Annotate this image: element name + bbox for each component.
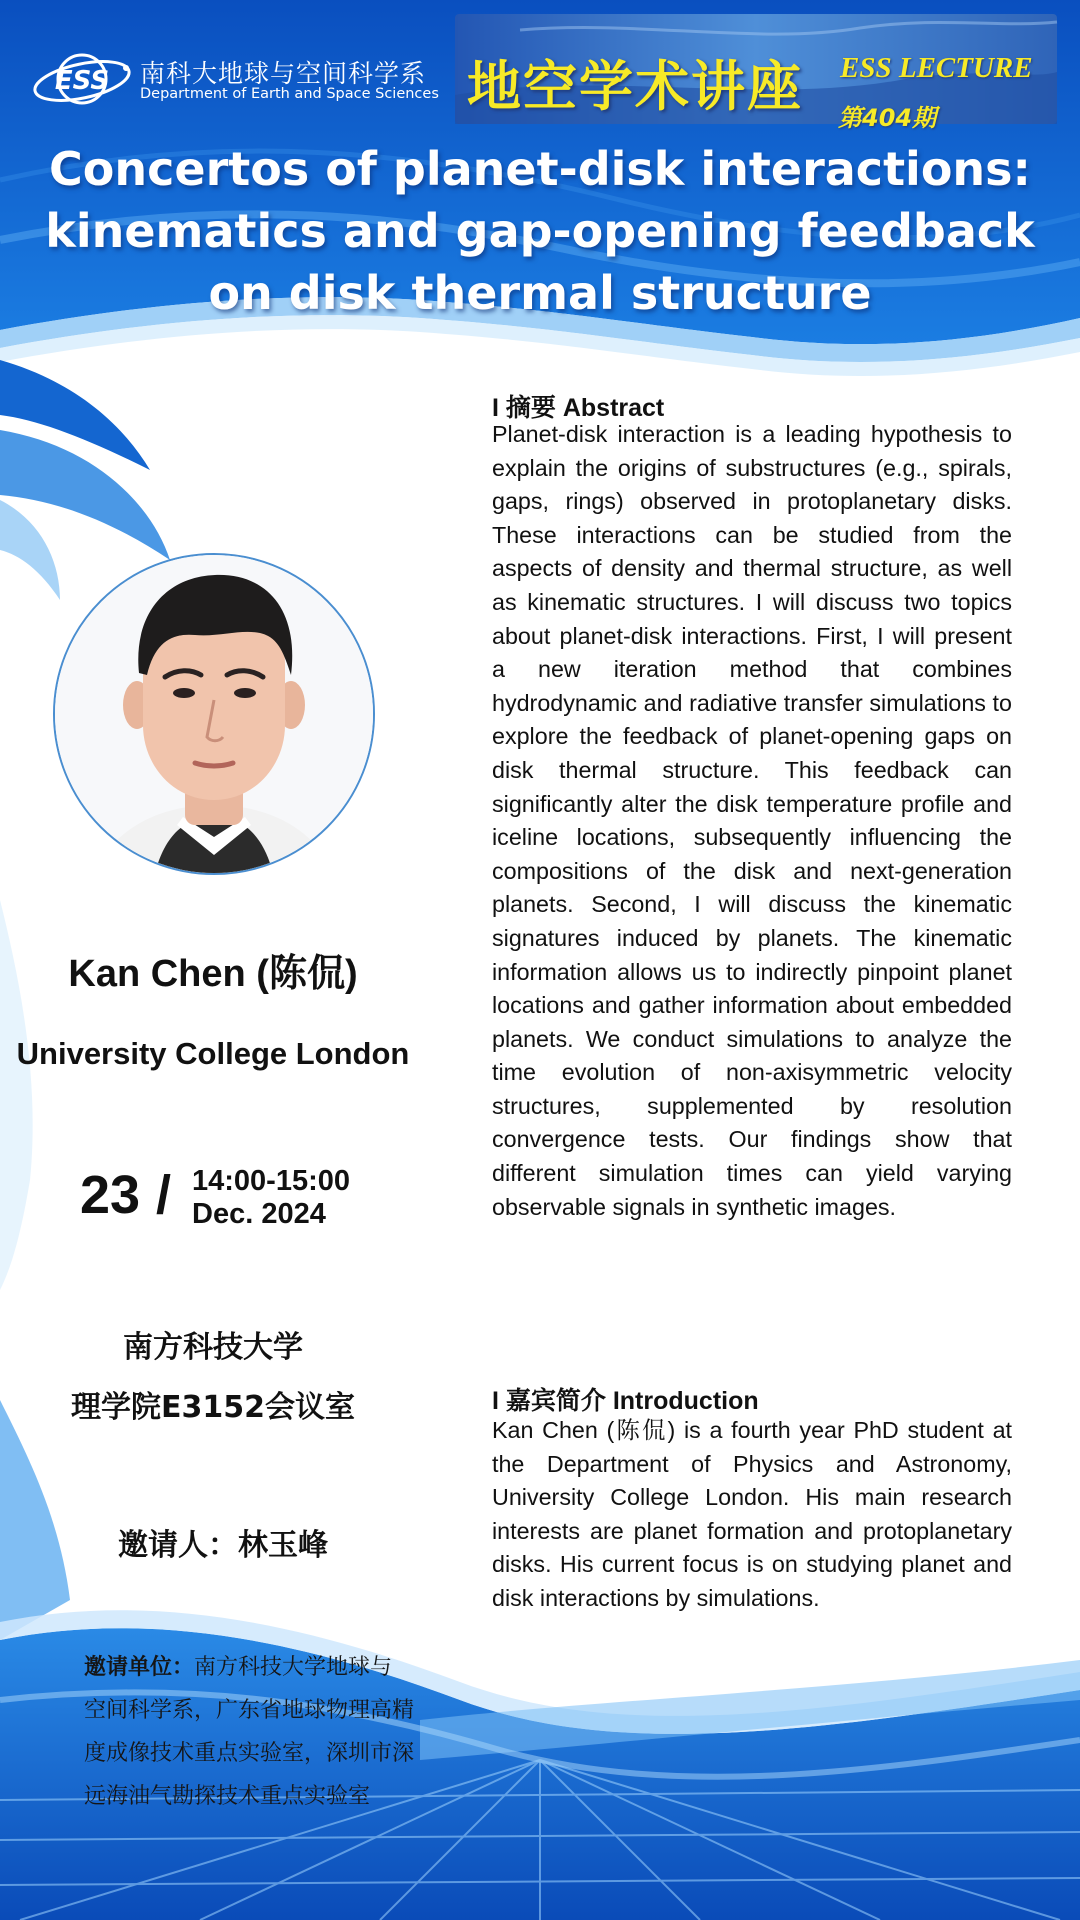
introduction-body: Kan Chen (陈侃) is a fourth year PhD student at the Department of Physics and Astronomy, University College London. His main research interests are planet formation and protoplanetary disks. His current focus is on studying planet and disk interactions by simulations. bbox=[492, 1417, 1012, 1611]
abstract-body: Planet-disk interaction is a leading hypothesis to explain the origins of substructures (e.g., spirals, gaps, rings) observed in protoplanetary disks. These interactions can be studied from the aspects of density and thermal structure, as well as kinematic structures. I will discuss two topics about planet-disk interactions. First, I will present a new iteration method that combines hydrodynamic and radiative transfer simulations to explore the feedback of planet-opening gaps on disk thermal structure. This feedback can significantly alter the disk temperature profile and iceline locations, subsequently influencing the compositions of the disk and next-generation planets. Second, I will discuss the kinematic signatures induced by planets. The kinematic information allows us to indirectly pinpoint planet locations and gather information about embedded planets. We conduct simulations to analyze the time evolution of non-axisymmetric velocity structures, supplemented by resolution convergence tests. Our findings show that different simulation times can yield varying observable signals in synthetic images. bbox=[492, 421, 1012, 1220]
lecture-series-en: ESS LECTURE bbox=[840, 52, 1033, 84]
speaker-photo bbox=[53, 553, 375, 875]
department-logo bbox=[30, 46, 440, 116]
organizers-label: 邀请单位： bbox=[84, 1655, 195, 1680]
event-month-year: Dec. 2024 bbox=[192, 1198, 326, 1230]
speaker-affiliation: University College London bbox=[16, 1036, 410, 1071]
event-day: 23 bbox=[80, 1165, 141, 1225]
organizers bbox=[84, 1646, 414, 1818]
date-separator: / bbox=[156, 1165, 172, 1225]
venue-institution: 南方科技大学 bbox=[123, 1330, 303, 1365]
department-name-en: Department of Earth and Space Sciences bbox=[140, 86, 439, 102]
speaker-portrait-icon bbox=[55, 555, 373, 873]
abstract-heading: I 摘要 Abstract bbox=[492, 394, 665, 422]
venue-room: 理学院E3152会议室 bbox=[71, 1390, 355, 1425]
ess-logo-icon bbox=[30, 46, 134, 116]
lecture-series-banner bbox=[455, 14, 1057, 132]
inviter: 邀请人：林玉峰 bbox=[118, 1528, 328, 1563]
lecture-issue-number: 第404期 bbox=[838, 104, 937, 132]
event-time: 14:00-15:00 bbox=[192, 1165, 350, 1197]
talk-title: Concertos of planet-disk interactions: kinematics and gap-opening feedback on disk thermal structure bbox=[45, 142, 1035, 320]
department-name-cn: 南科大地球与空间科学系 bbox=[140, 59, 427, 88]
organizers-text: 南方科技大学地球与空间科学系，广东省地球物理高精度成像技术重点实验室，深圳市深远海油气勘探技术重点实验室 bbox=[84, 1655, 415, 1809]
lecture-series-cn: 地空学术讲座 bbox=[467, 54, 803, 118]
speaker-name: Kan Chen (陈侃) bbox=[68, 953, 358, 995]
svg-text:ESS: ESS bbox=[54, 66, 110, 96]
introduction-heading: I 嘉宾简介 Introduction bbox=[492, 1387, 759, 1415]
